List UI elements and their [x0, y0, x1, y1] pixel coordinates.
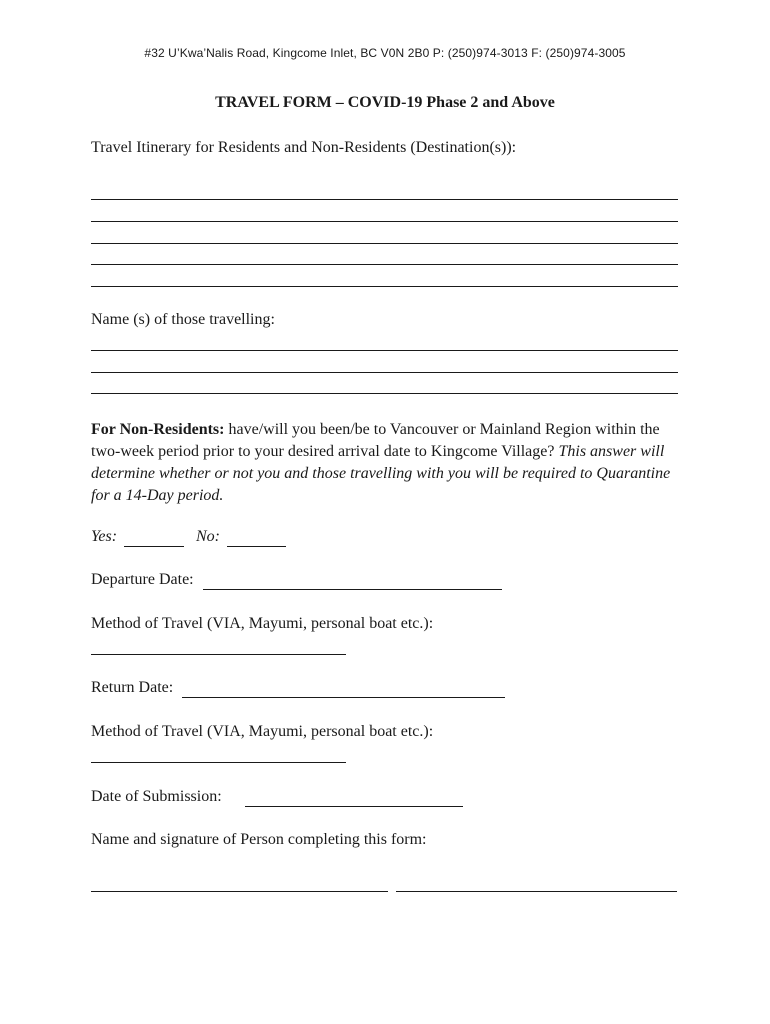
method-of-travel-field-1[interactable]: [91, 654, 346, 655]
nonresidents-lead: For Non-Residents:: [91, 421, 225, 438]
names-line-1[interactable]: [91, 350, 678, 351]
departure-date-field[interactable]: [203, 589, 502, 590]
itinerary-line-5[interactable]: [91, 286, 678, 287]
signature-field[interactable]: [396, 891, 677, 892]
form-title: TRAVEL FORM – COVID-19 Phase 2 and Above: [215, 94, 555, 111]
no-label: No:: [196, 528, 220, 545]
method-of-travel-field-2[interactable]: [91, 762, 346, 763]
signature-label: Name and signature of Person completing this form:: [91, 831, 427, 848]
names-line-3[interactable]: [91, 393, 678, 394]
return-date-field[interactable]: [182, 697, 505, 698]
nonresidents-question: [91, 419, 681, 507]
yes-label: Yes:: [91, 528, 118, 545]
names-label: Name (s) of those travelling:: [91, 311, 275, 328]
submission-date-field[interactable]: [245, 806, 463, 807]
itinerary-line-2[interactable]: [91, 221, 678, 222]
submission-date-label: Date of Submission:: [91, 788, 222, 805]
method-of-travel-label-2: Method of Travel (VIA, Mayumi, personal boat etc.):: [91, 723, 434, 740]
itinerary-line-3[interactable]: [91, 243, 678, 244]
names-line-2[interactable]: [91, 372, 678, 373]
method-of-travel-label-1: Method of Travel (VIA, Mayumi, personal boat etc.):: [91, 615, 434, 632]
yes-field[interactable]: [124, 546, 184, 547]
itinerary-line-1[interactable]: [91, 199, 678, 200]
nonresidents-question-text: have/will you been/be to Vancouver or Mainland Region within the two-week period prior to your desired arrival date to Kingcome Village?: [91, 421, 660, 460]
return-date-label: Return Date:: [91, 679, 174, 696]
departure-date-label: Departure Date:: [91, 571, 194, 588]
itinerary-line-4[interactable]: [91, 264, 678, 265]
itinerary-label: Travel Itinerary for Residents and Non-Residents (Destination(s)):: [91, 139, 517, 156]
name-field[interactable]: [91, 891, 388, 892]
quarantine-note: This answer will determine whether or not you and those travelling with you will be required to Quarantine for a 14-Day period.: [91, 443, 671, 504]
org-address: #32 U’Kwa’Nalis Road, Kingcome Inlet, BC V0N 2B0 P: (250)974-3013 F: (250)974-3005: [144, 46, 626, 60]
no-field[interactable]: [227, 546, 286, 547]
